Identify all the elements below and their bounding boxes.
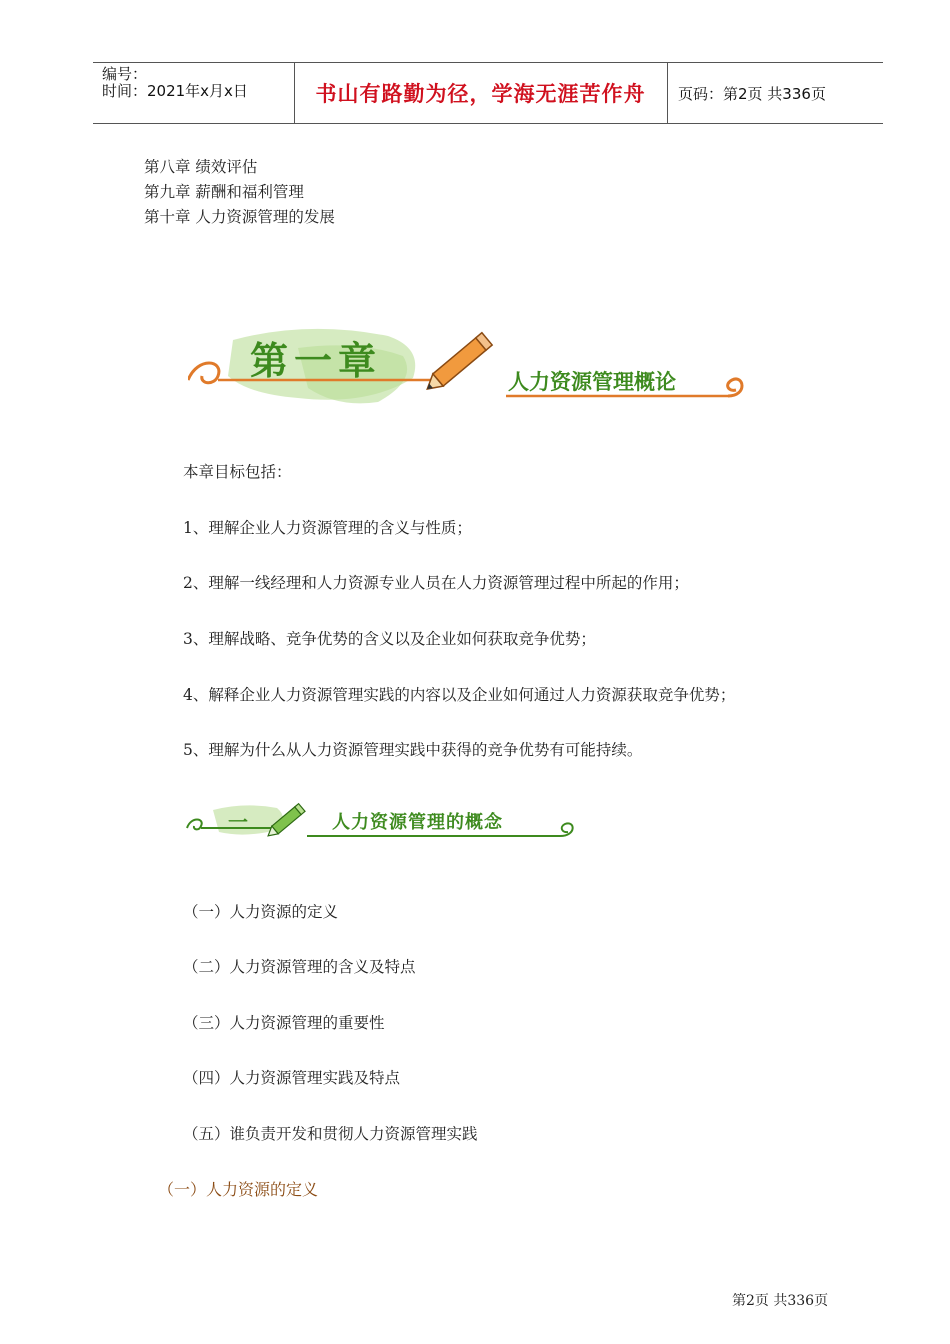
page-footer: 第2页 共336页 (732, 1293, 829, 1309)
objective-item-2: 2、理解一线经理和人力资源专业人员在人力资源管理过程中所起的作用； (183, 574, 689, 592)
section-number: 一 (228, 810, 248, 834)
header-page-label: 页码：第2页 共336页 (678, 85, 826, 103)
header-time-label: 时间：2021年x月x日 (102, 82, 248, 100)
section-item-3: （三）人力资源管理的重要性 (183, 1014, 385, 1032)
header-top-rule (93, 62, 883, 63)
objective-item-4: 4、解释企业人力资源管理实践的内容以及企业如何通过人力资源获取竞争优势； (183, 686, 736, 704)
objective-item-3: 3、理解战略、竞争优势的含义以及企业如何获取竞争优势； (183, 630, 596, 648)
header-bottom-rule (93, 123, 883, 124)
sub-heading: （一）人力资源的定义 (158, 1180, 319, 1199)
toc-item-8: 第八章 绩效评估 (144, 158, 258, 176)
section-item-4: （四）人力资源管理实践及特点 (183, 1069, 401, 1087)
toc-item-10: 第十章 人力资源管理的发展 (144, 208, 335, 226)
header-number-label: 编号： (102, 65, 148, 83)
toc-item-9: 第九章 薪酬和福利管理 (144, 183, 304, 201)
header-motto: 书山有路勤为径，学海无涯苦作舟 (315, 82, 646, 106)
section-item-1: （一）人力资源的定义 (183, 903, 339, 921)
header-divider-2 (667, 62, 668, 124)
chapter-title: 人力资源管理概论 (508, 370, 676, 394)
section-item-5: （五）谁负责开发和贯彻人力资源管理实践 (183, 1125, 478, 1143)
pencil-icon (422, 333, 492, 395)
chapter-number: 第一章 (250, 339, 383, 383)
section-title: 人力资源管理的概念 (332, 812, 503, 833)
objectives-intro: 本章目标包括： (183, 463, 292, 481)
objective-item-1: 1、理解企业人力资源管理的含义与性质； (183, 519, 472, 537)
section-item-2: （二）人力资源管理的含义及特点 (183, 958, 416, 976)
objective-item-5: 5、理解为什么从人力资源管理实践中获得的竞争优势有可能持续。 (183, 741, 643, 759)
